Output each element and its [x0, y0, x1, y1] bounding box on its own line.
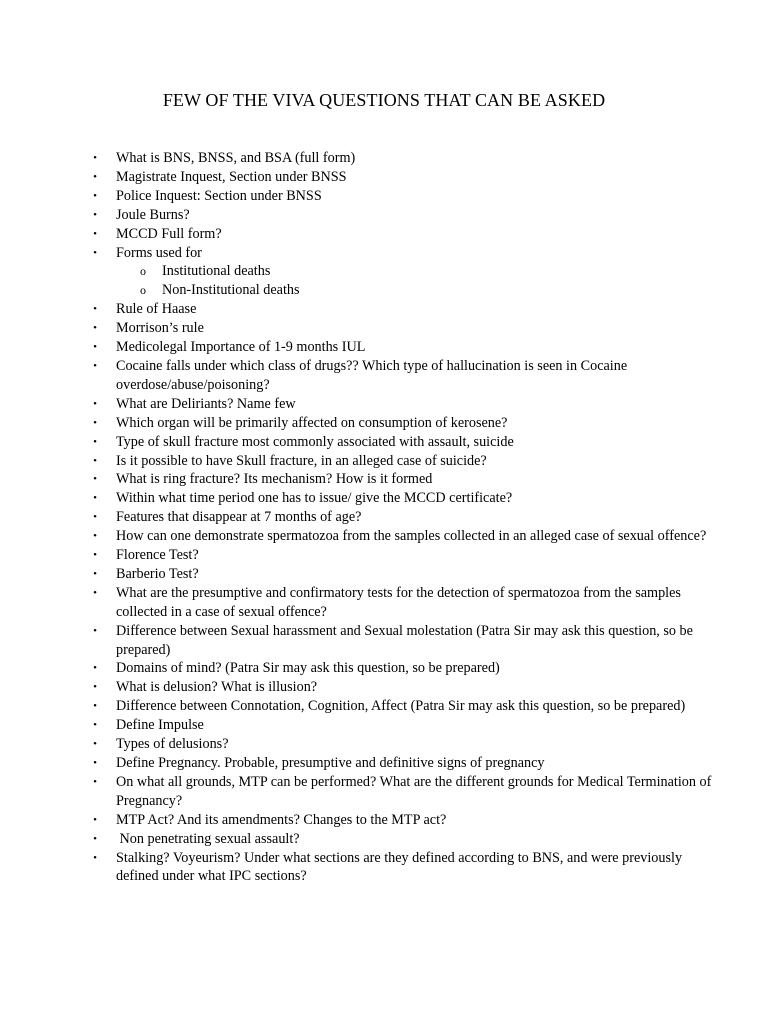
question-text: MCCD Full form? — [116, 225, 222, 242]
bullet-icon: • — [93, 586, 97, 599]
list-item — [90, 357, 720, 395]
question-text: MTP Act? And its amendments? Changes to the MTP act? — [116, 811, 447, 828]
question-text: What is ring fracture? Its mechanism? How is it formed — [116, 471, 433, 488]
bullet-icon: • — [93, 832, 97, 845]
bullet-icon: • — [93, 170, 97, 183]
question-text: Cocaine falls under which class of drugs?? Which type of hallucination is seen in Cocaine overdose/abuse/poisoning? — [116, 357, 631, 393]
bullet-icon: • — [93, 813, 97, 826]
bullet-icon: • — [93, 700, 97, 713]
question-text: What is BNS, BNSS, and BSA (full form) — [116, 150, 356, 166]
question-text: Features that disappear at 7 months of age? — [116, 509, 362, 526]
circle-bullet-icon: o — [140, 264, 146, 279]
bullet-icon: • — [93, 549, 97, 562]
bullet-icon: • — [93, 397, 97, 410]
question-text: Difference between Sexual harassment and Sexual molestation (Patra Sir may ask this question, so be prepared) — [116, 622, 697, 658]
bullet-icon: • — [93, 492, 97, 505]
list-item — [90, 622, 720, 660]
sub-item-text: Non-Institutional deaths — [162, 282, 300, 299]
list-item — [90, 773, 720, 811]
list-item — [90, 300, 720, 319]
list-item — [90, 489, 720, 508]
question-text: Barberio Test? — [116, 565, 199, 582]
question-text: Is it possible to have Skull fracture, in an alleged case of suicide? — [116, 452, 487, 469]
bullet-icon: • — [93, 473, 97, 486]
list-item — [90, 678, 720, 697]
bullet-icon: • — [93, 435, 97, 448]
list-item — [90, 830, 720, 849]
bullet-icon: • — [93, 454, 97, 467]
page-title: FEW OF THE VIVA QUESTIONS THAT CAN BE ASKED — [162, 90, 606, 110]
bullet-icon: • — [93, 341, 97, 354]
list-item — [90, 206, 720, 225]
bullet-icon: • — [93, 511, 97, 524]
question-text: Define Pregnancy. Probable, presumptive and definitive signs of pregnancy — [116, 755, 545, 771]
question-text: Types of delusions? — [116, 736, 229, 753]
bullet-icon: • — [93, 246, 97, 259]
circle-bullet-icon: o — [140, 283, 146, 298]
sub-list-item — [116, 281, 720, 300]
list-item — [90, 849, 720, 887]
bullet-icon: • — [93, 624, 97, 637]
question-text: Forms used for — [116, 244, 202, 261]
question-text: Morrison’s rule — [116, 320, 204, 337]
list-item — [90, 414, 720, 433]
list-item — [90, 187, 720, 206]
list-item — [90, 149, 720, 168]
bullet-icon: • — [93, 681, 97, 694]
list-item — [90, 659, 720, 678]
list-item — [90, 584, 720, 622]
list-item — [90, 168, 720, 187]
question-text: What is delusion? What is illusion? — [116, 679, 318, 696]
question-text: Within what time period one has to issue/ give the MCCD certificate? — [116, 490, 513, 507]
bullet-icon: • — [93, 416, 97, 429]
list-item — [90, 508, 720, 527]
list-item — [90, 433, 720, 452]
bullet-icon: • — [93, 567, 97, 580]
bullet-icon: • — [93, 530, 97, 543]
list-item — [90, 735, 720, 754]
sub-item-text: Institutional deaths — [162, 263, 271, 280]
list-item — [90, 527, 720, 546]
list-item — [90, 546, 720, 565]
question-text: Non penetrating sexual assault? — [116, 830, 300, 847]
question-text: Define Impulse — [116, 717, 204, 734]
list-item — [90, 470, 720, 489]
question-text: Florence Test? — [116, 547, 199, 564]
question-text: Which organ will be primarily affected on consumption of kerosene? — [116, 414, 508, 431]
question-text: Magistrate Inquest, Section under BNSS — [116, 168, 347, 185]
list-item — [90, 754, 720, 773]
bullet-icon: • — [93, 322, 97, 335]
list-item — [90, 716, 720, 735]
bullet-icon: • — [93, 359, 97, 372]
question-text: What are the presumptive and confirmatory tests for the detection of spermatozoa from the samples collected in a case of sexual offence? — [116, 584, 685, 620]
bullet-icon: • — [93, 757, 97, 769]
bullet-icon: • — [93, 775, 97, 788]
question-text: Stalking? Voyeurism? Under what sections are they defined according to BNS, and were previously defined under what IPC sections? — [116, 849, 686, 885]
question-text: What are Deliriants? Name few — [116, 395, 296, 412]
question-text: Rule of Haase — [116, 301, 197, 318]
question-list — [90, 149, 720, 886]
list-item — [90, 319, 720, 338]
question-text: Joule Burns? — [116, 206, 190, 223]
list-item — [90, 565, 720, 584]
question-text: Type of skull fracture most commonly associated with assault, suicide — [116, 433, 514, 450]
list-item — [90, 338, 720, 357]
sub-list-item — [116, 262, 720, 281]
bullet-icon: • — [93, 738, 97, 751]
bullet-icon: • — [93, 662, 97, 675]
bullet-icon: • — [93, 719, 97, 732]
list-item — [90, 811, 720, 830]
list-item — [90, 452, 720, 471]
list-item — [90, 244, 720, 301]
list-item — [90, 225, 720, 244]
bullet-icon: • — [93, 303, 97, 316]
list-item — [90, 395, 720, 414]
bullet-icon: • — [93, 851, 97, 864]
forms-sublist — [116, 262, 720, 300]
bullet-icon: • — [93, 208, 97, 221]
question-text: Domains of mind? (Patra Sir may ask this question, so be prepared) — [116, 660, 500, 677]
question-text: Medicolegal Importance of 1-9 months IUL — [116, 339, 366, 356]
question-text: On what all grounds, MTP can be performed? What are the different grounds for Medical Termination of Pregnancy? — [116, 773, 715, 809]
bullet-icon: • — [93, 227, 97, 240]
question-text: How can one demonstrate spermatozoa from the samples collected in an alleged case of sexual offence? — [116, 528, 707, 545]
bullet-icon: • — [93, 189, 97, 202]
bullet-icon: • — [93, 152, 97, 164]
question-text: Police Inquest: Section under BNSS — [116, 187, 322, 204]
question-text: Difference between Connotation, Cognition, Affect (Patra Sir may ask this question, so be prepared) — [116, 698, 686, 715]
list-item — [90, 697, 720, 716]
